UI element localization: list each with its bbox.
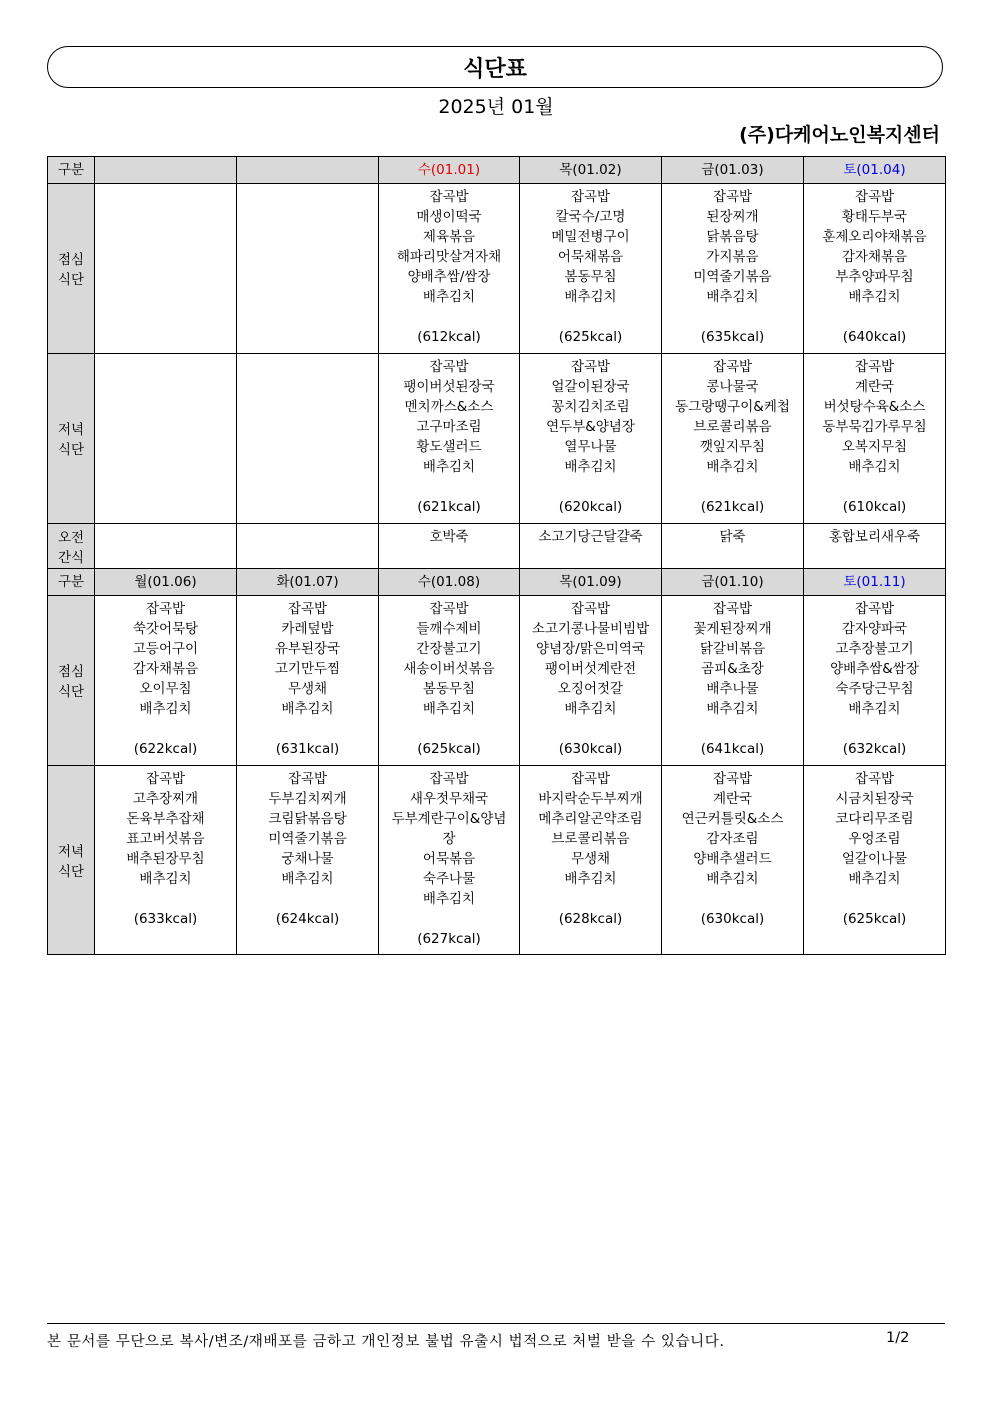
menu-item: 얼갈이나물: [841, 851, 908, 867]
label-line: 식단: [57, 442, 85, 458]
menu-item: 꽁치김치조림: [551, 399, 630, 415]
menu-cell: [662, 354, 804, 524]
label-line: 오전: [57, 529, 85, 546]
header-cell: 수(01.01): [379, 157, 520, 184]
menu-item: 봄동무침: [422, 681, 476, 697]
header-cell: 토(01.11): [804, 569, 946, 596]
menu-cell: [379, 596, 520, 766]
menu-item: 메밀전병구이: [551, 229, 630, 245]
menu-item: 양배추쌈/쌈장: [407, 269, 491, 285]
menu-item: 배추김치: [422, 701, 476, 717]
menu-item: 배추김치: [139, 871, 192, 887]
menu-item: 궁채나물: [281, 851, 334, 867]
document-title: [47, 46, 943, 88]
period-label: 2025년 01월: [438, 96, 554, 118]
menu-item: 감자양파국: [841, 621, 908, 637]
week2-lunch-row: [48, 596, 946, 766]
menu-item: 연두부&양념장: [546, 419, 635, 435]
week2-dinner-row: [48, 766, 946, 955]
menu-item: 제육볶음: [422, 229, 476, 245]
menu-cell: [520, 596, 662, 766]
menu-cell: [520, 766, 662, 955]
menu-item: 새송이버섯볶음: [403, 661, 495, 677]
menu-item: (628kcal): [558, 911, 623, 927]
menu-item: 시금치된장국: [835, 791, 914, 807]
menu-item: 두부김치찌개: [268, 791, 347, 807]
snack-cell: 닭죽: [662, 524, 804, 569]
menu-item: 꽃게된장찌개: [693, 621, 772, 637]
menu-item: 잡곡밥: [429, 601, 469, 617]
menu-item: 배추김치: [848, 289, 901, 305]
menu-item: 팽이버섯계란전: [544, 661, 637, 677]
menu-item: (622kcal): [133, 741, 198, 757]
snack-cell: [95, 524, 237, 569]
snack-cell: [237, 524, 379, 569]
header-cell: 화(01.07): [237, 569, 379, 596]
menu-item: 배추김치: [564, 459, 617, 475]
menu-item: (630kcal): [700, 911, 765, 927]
menu-item: 잡곡밥: [145, 601, 186, 617]
menu-item: (632kcal): [842, 741, 907, 757]
label-line: 식단: [57, 272, 85, 288]
menu-item: 팽이버섯된장국: [403, 379, 495, 395]
menu-table: [47, 156, 946, 955]
menu-item: 잡곡밥: [712, 189, 753, 205]
menu-item: 잡곡밥: [429, 771, 469, 787]
menu-cell: [379, 184, 520, 354]
menu-item: [804, 477, 945, 497]
menu-item: 잡곡밥: [854, 601, 895, 617]
menu-cell: [95, 354, 237, 524]
menu-item: [662, 719, 803, 739]
menu-item: 잡곡밥: [570, 601, 611, 617]
menu-item: 유부된장국: [274, 641, 341, 657]
menu-item: (621kcal): [417, 499, 481, 515]
menu-item: 배추된장무침: [126, 851, 205, 867]
menu-item: 봄동무침: [564, 269, 617, 285]
header-cell: 목(01.02): [520, 157, 662, 184]
menu-item: 배추김치: [848, 701, 901, 717]
menu-item: 배추김치: [848, 871, 901, 887]
menu-cell: [804, 184, 946, 354]
menu-item: 잡곡밥: [712, 359, 753, 375]
header-cell: 수(01.08): [379, 569, 520, 596]
header-cell: 금(01.10): [662, 569, 804, 596]
menu-item: 배추김치: [706, 459, 759, 475]
menu-cell: [662, 184, 804, 354]
menu-item: 배추김치: [422, 459, 476, 475]
menu-item: 잡곡밥: [570, 771, 611, 787]
menu-item: 바지락순두부찌개: [538, 791, 643, 807]
menu-item: [237, 889, 378, 909]
menu-item: 황도샐러드: [416, 439, 482, 455]
snack-cell: 소고기당근달걀죽: [520, 524, 662, 569]
menu-item: 장: [442, 831, 456, 847]
menu-item: 배추김치: [564, 289, 617, 305]
row-label-lunch: [48, 596, 95, 766]
menu-item: 무생채: [570, 851, 611, 867]
menu-item: 미역줄기볶음: [268, 831, 347, 847]
menu-cell: [237, 354, 379, 524]
menu-item: 잡곡밥: [570, 359, 611, 375]
menu-item: 계란국: [854, 379, 895, 395]
page-number: 1/2: [886, 1330, 910, 1346]
header-cell: [95, 157, 237, 184]
menu-cell: [379, 354, 520, 524]
menu-cell: [237, 184, 379, 354]
menu-item: 가지볶음: [706, 249, 759, 265]
menu-item: 고추장찌개: [132, 791, 199, 807]
menu-item: (612kcal): [417, 329, 481, 345]
menu-item: [804, 889, 945, 909]
label-line: 간식: [57, 549, 85, 566]
label-line: 점심: [57, 664, 85, 680]
menu-item: 오이무침: [139, 681, 192, 697]
footer-divider: [47, 1323, 945, 1324]
menu-item: [520, 307, 661, 327]
menu-item: [237, 719, 378, 739]
menu-item: 열무나물: [564, 439, 617, 455]
menu-item: [662, 307, 803, 327]
menu-item: (624kcal): [275, 911, 340, 927]
menu-cell: [95, 596, 237, 766]
label-line: 저녁: [57, 843, 85, 860]
menu-item: 배추김치: [422, 289, 476, 305]
menu-cell: [379, 766, 520, 955]
snack-cell: 호박죽: [379, 524, 520, 569]
menu-item: 소고기콩나물비빔밥: [531, 621, 650, 637]
menu-item: 감자채볶음: [841, 249, 908, 265]
header-cell: 토(01.04): [804, 157, 946, 184]
menu-item: (621kcal): [700, 499, 765, 515]
menu-item: 동부묵김가루무침: [822, 419, 927, 435]
row-label-dinner: [48, 766, 95, 955]
menu-item: 브로콜리볶음: [693, 419, 772, 435]
menu-item: 멘치까스&소스: [404, 399, 494, 415]
menu-cell: [804, 596, 946, 766]
menu-cell: [804, 766, 946, 955]
header-cell: 구분: [48, 569, 95, 596]
menu-item: 잡곡밥: [854, 189, 895, 205]
menu-item: 배추김치: [706, 871, 759, 887]
menu-item: [379, 719, 519, 739]
menu-cell: [95, 184, 237, 354]
menu-item: 닭볶음탕: [706, 229, 759, 245]
menu-item: (625kcal): [417, 741, 481, 757]
menu-item: 돈육부추잡채: [126, 811, 205, 827]
menu-item: 두부계란구이&양념: [391, 811, 507, 827]
menu-item: 동그랑땡구이&케첩: [675, 399, 790, 415]
menu-cell: [662, 596, 804, 766]
row-label-dinner: [48, 354, 95, 524]
menu-item: 잡곡밥: [145, 771, 186, 787]
center-name: (주)다케어노인복지센터: [739, 124, 940, 146]
menu-item: [520, 477, 661, 497]
menu-item: 배추김치: [139, 701, 192, 717]
menu-item: 오징어젓갈: [557, 681, 624, 697]
menu-item: (635kcal): [700, 329, 765, 345]
snack-cell: 홍합보리새우죽: [804, 524, 946, 569]
menu-item: 미역줄기볶음: [693, 269, 772, 285]
menu-item: 양배추샐러드: [693, 851, 772, 867]
menu-item: 브로콜리볶음: [551, 831, 630, 847]
menu-item: [379, 909, 519, 929]
menu-item: 들깨수제비: [416, 621, 482, 637]
menu-item: 코다리무조림: [835, 811, 914, 827]
menu-item: [662, 889, 803, 909]
menu-item: 황태두부국: [841, 209, 908, 225]
menu-item: (641kcal): [700, 741, 765, 757]
week2-header-row: [48, 569, 946, 596]
menu-item: [95, 889, 236, 909]
menu-item: 배추김치: [706, 701, 759, 717]
header-cell: 월(01.06): [95, 569, 237, 596]
menu-item: 고등어구이: [132, 641, 199, 657]
label-line: 식단: [57, 863, 85, 880]
menu-item: 훈제오리야채볶음: [822, 229, 927, 245]
menu-item: 잡곡밥: [287, 771, 328, 787]
week1-dinner-row: [48, 354, 946, 524]
menu-cell: [95, 766, 237, 955]
menu-item: 콩나물국: [706, 379, 759, 395]
menu-item: (633kcal): [133, 911, 198, 927]
menu-item: [804, 307, 945, 327]
menu-item: 계란국: [712, 791, 753, 807]
menu-item: 배추김치: [564, 871, 617, 887]
row-label-snack: [48, 524, 95, 569]
menu-item: 해파리맛살겨자채: [396, 249, 502, 265]
week1-snack-row: [48, 524, 946, 569]
week1-header-row: [48, 157, 946, 184]
menu-item: 숙주당근무침: [835, 681, 914, 697]
menu-item: 어묵채볶음: [557, 249, 624, 265]
menu-cell: [804, 354, 946, 524]
menu-cell: [237, 596, 379, 766]
menu-item: 잡곡밥: [854, 359, 895, 375]
menu-item: 곰피&초장: [701, 661, 764, 677]
menu-item: 크림닭볶음탕: [268, 811, 347, 827]
menu-item: 부추양파무침: [835, 269, 914, 285]
menu-cell: [662, 766, 804, 955]
menu-item: 얼갈이된장국: [551, 379, 630, 395]
menu-item: 깻잎지무침: [699, 439, 766, 455]
menu-item: 고기만두찜: [274, 661, 341, 677]
menu-cell: [237, 766, 379, 955]
menu-item: [95, 719, 236, 739]
label-line: 식단: [57, 684, 85, 700]
menu-item: 잡곡밥: [287, 601, 328, 617]
menu-item: 잡곡밥: [712, 771, 753, 787]
menu-cell: [520, 354, 662, 524]
header-cell: [237, 157, 379, 184]
menu-item: 어묵볶음: [422, 851, 476, 867]
menu-item: 매생이떡국: [416, 209, 482, 225]
menu-item: 숙주나물: [422, 871, 476, 887]
menu-item: [520, 719, 661, 739]
menu-item: 잡곡밥: [854, 771, 895, 787]
menu-item: 간장불고기: [416, 641, 482, 657]
menu-item: 배추김치: [422, 891, 476, 907]
menu-item: 잡곡밥: [429, 189, 469, 205]
menu-item: 쑥갓어묵탕: [132, 621, 199, 637]
header-cell: 금(01.03): [662, 157, 804, 184]
menu-item: 양념장/맑은미역국: [536, 641, 645, 657]
menu-item: 고추장불고기: [835, 641, 914, 657]
menu-item: (630kcal): [558, 741, 623, 757]
menu-item: 잡곡밥: [712, 601, 753, 617]
menu-item: (620kcal): [558, 499, 623, 515]
menu-item: (625kcal): [842, 911, 907, 927]
title-text: 식단표: [463, 56, 527, 82]
header-cell: 구분: [48, 157, 95, 184]
menu-item: 감자채볶음: [132, 661, 199, 677]
menu-item: [379, 307, 519, 327]
menu-item: 표고버섯볶음: [126, 831, 205, 847]
menu-item: (625kcal): [558, 329, 623, 345]
menu-item: 무생채: [287, 681, 328, 697]
menu-item: (610kcal): [842, 499, 907, 515]
menu-item: 배추김치: [281, 701, 334, 717]
menu-item: 메추리알곤약조림: [538, 811, 643, 827]
menu-item: [804, 719, 945, 739]
menu-cell: [520, 184, 662, 354]
menu-item: [379, 477, 519, 497]
menu-item: 카레덮밥: [281, 621, 334, 637]
menu-item: 닭갈비볶음: [699, 641, 766, 657]
header-cell: 목(01.09): [520, 569, 662, 596]
week1-lunch-row: [48, 184, 946, 354]
menu-item: 감자조림: [706, 831, 759, 847]
menu-item: (627kcal): [417, 931, 481, 947]
menu-item: 된장찌개: [706, 209, 759, 225]
menu-item: 잡곡밥: [570, 189, 611, 205]
menu-item: 오복지무침: [841, 439, 908, 455]
menu-item: [662, 477, 803, 497]
menu-item: 연근커틀릿&소스: [681, 811, 784, 827]
footer-notice: 본 문서를 무단으로 복사/변조/재배포를 금하고 개인정보 불법 유출시 법적으로 처벌 받을 수 있습니다.: [47, 1334, 725, 1350]
menu-item: 배추김치: [848, 459, 901, 475]
menu-item: 우엉조림: [848, 831, 901, 847]
menu-item: 칼국수/고명: [555, 209, 626, 225]
menu-item: (631kcal): [275, 741, 340, 757]
row-label-lunch: [48, 184, 95, 354]
menu-item: (640kcal): [842, 329, 907, 345]
menu-item: 잡곡밥: [429, 359, 469, 375]
menu-item: 고구마조림: [416, 419, 482, 435]
label-line: 점심: [57, 252, 85, 268]
label-line: 저녁: [57, 422, 85, 438]
menu-item: 배추김치: [564, 701, 617, 717]
menu-item: 배추김치: [281, 871, 334, 887]
menu-item: 버섯탕수육&소스: [823, 399, 926, 415]
menu-item: 배추나물: [706, 681, 759, 697]
menu-item: 양배추쌈&쌈장: [830, 661, 919, 677]
menu-item: 배추김치: [706, 289, 759, 305]
menu-item: [520, 889, 661, 909]
menu-item: 새우젓무채국: [409, 791, 489, 807]
